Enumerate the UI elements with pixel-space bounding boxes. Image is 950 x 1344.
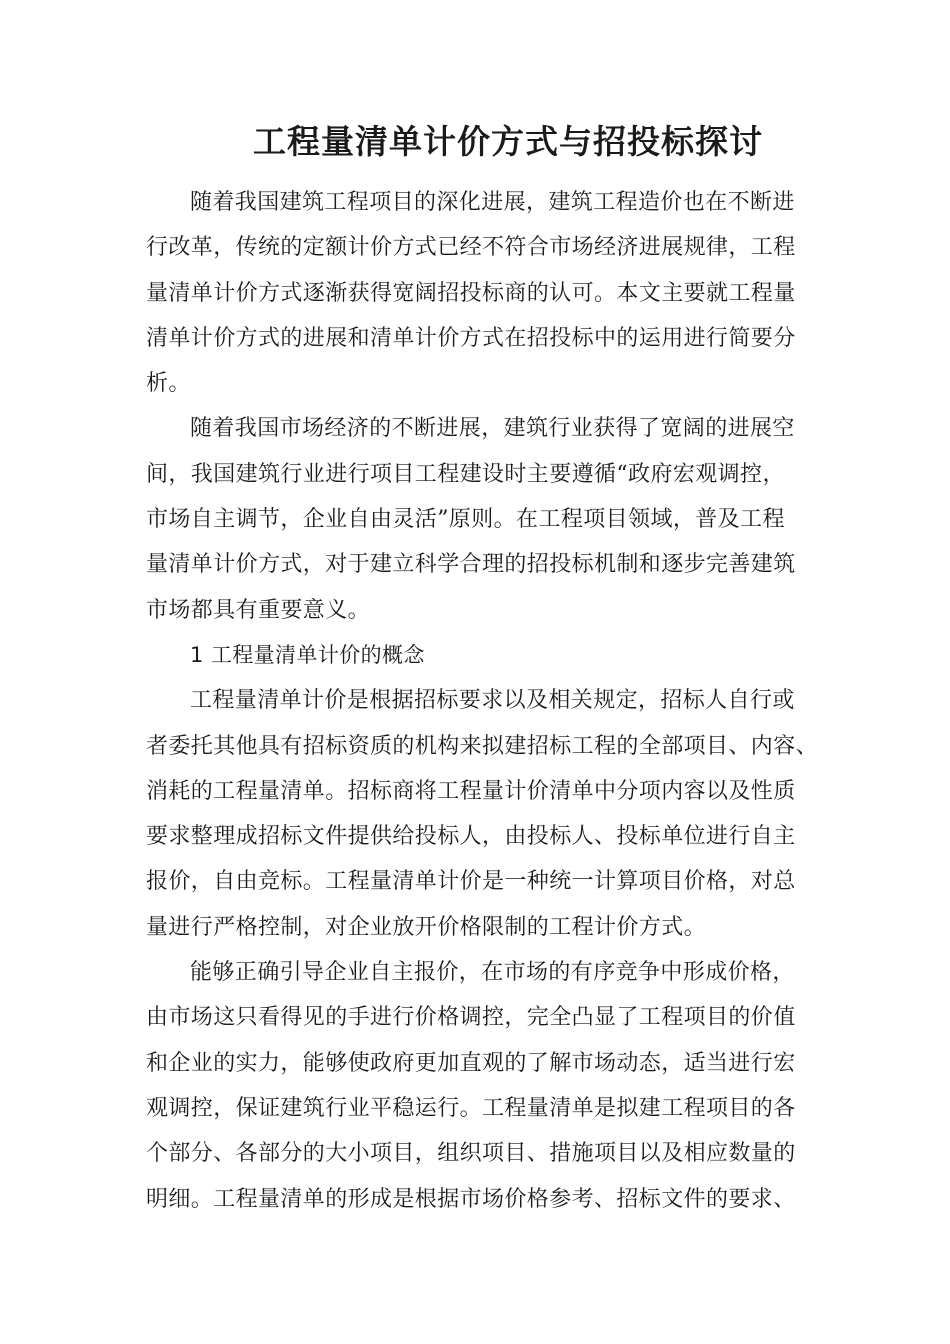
paragraph-line: 个部分、各部分的大小项目，组织项目、措施项目以及相应数量的 (146, 1141, 796, 1167)
paragraph-line: 市场都具有重要意义。 (146, 597, 371, 623)
paragraph-line: 间，我国建筑行业进行项目工程建设时主要遵循“政府宏观调控， (146, 461, 785, 487)
paragraph-line: 报价，自由竞标。工程量清单计价是一种统一计算项目价格，对总 (146, 869, 796, 895)
paragraph-line: 量进行严格控制，对企业放开价格限制的工程计价方式。 (146, 914, 707, 940)
paragraph-line: 明细。工程量清单的形成是根据市场价格参考、招标文件的要求、 (146, 1186, 796, 1212)
paragraph-line: 随着我国建筑工程项目的深化进展，建筑工程造价也在不断进 (190, 190, 795, 215)
paragraph-line: 要求整理成招标文件提供给投标人，由投标人、投标单位进行自主 (146, 824, 796, 850)
paragraph-line: 量清单计价方式逐渐获得宽阔招投标商的认可。本文主要就工程量 (146, 280, 796, 306)
paragraph-line: 能够正确引导企业自主报价，在市场的有序竞争中形成价格， (190, 960, 795, 986)
paragraph-line: 析。 (146, 371, 191, 397)
section-heading: 1 工程量清单计价的概念 (190, 642, 425, 667)
paragraph-line: 由市场这只看得见的手进行价格调控，完全凸显了工程项目的价值 (146, 1005, 796, 1031)
document-title: 工程量清单计价方式与招投标探讨 (253, 122, 763, 161)
paragraph-line: 行改革，传统的定额计价方式已经不符合市场经济进展规律，工程 (146, 235, 796, 261)
document-body (146, 180, 819, 1222)
paragraph-line: 量清单计价方式，对于建立科学合理的招投标机制和逐步完善建筑 (146, 552, 796, 578)
paragraph-line: 市场自主调节，企业自由灵活”原则。在工程项目领域，普及工程 (146, 507, 785, 533)
paragraph-line: 消耗的工程量清单。招标商将工程量计价清单中分项内容以及性质 (146, 778, 796, 804)
paragraph-line: 者委托其他具有招标资质的机构来拟建招标工程的全部项目、内容、 (146, 733, 819, 759)
paragraph-line: 工程量清单计价是根据招标要求以及相关规定，招标人自行或 (190, 688, 795, 714)
paragraph-line: 和企业的实力，能够使政府更加直观的了解市场动态，适当进行宏 (146, 1050, 796, 1076)
paragraph-line: 观调控，保证建筑行业平稳运行。工程量清单是拟建工程项目的各 (146, 1095, 796, 1121)
paragraph-line: 随着我国市场经济的不断进展，建筑行业获得了宽阔的进展空 (190, 416, 795, 442)
paragraph-line: 清单计价方式的进展和清单计价方式在招投标中的运用进行简要分 (146, 325, 796, 351)
